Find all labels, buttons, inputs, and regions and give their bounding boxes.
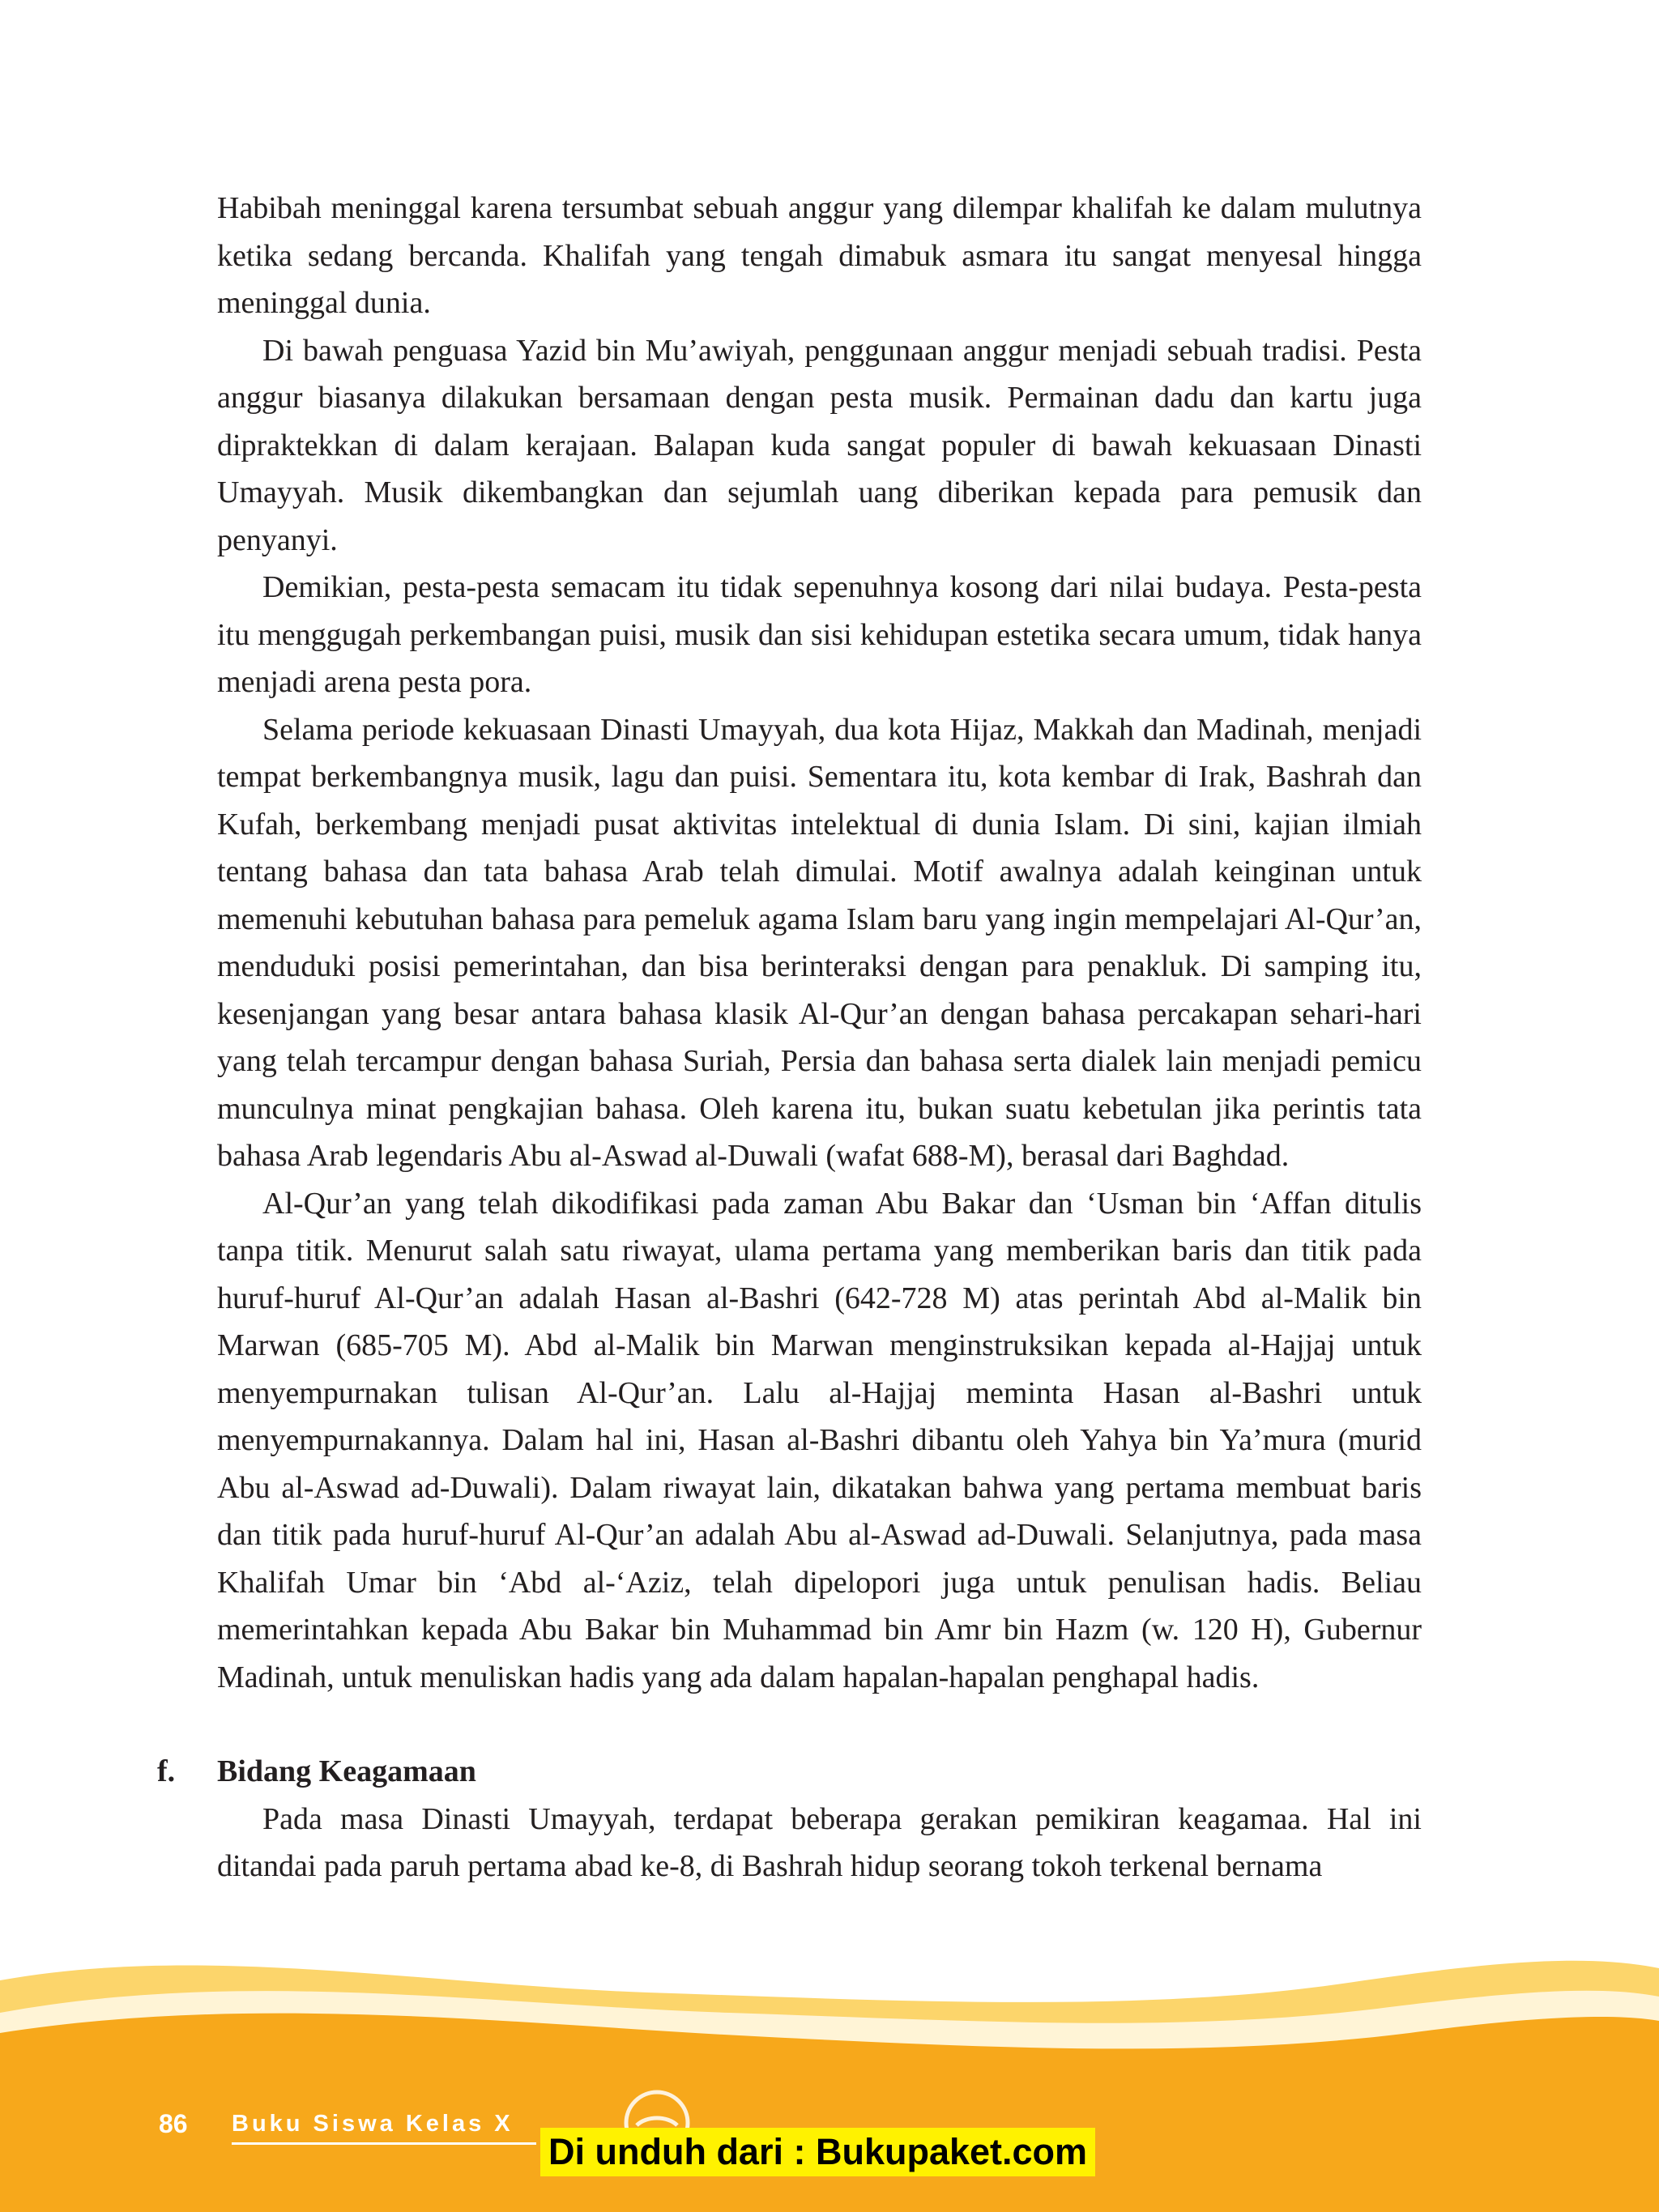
paragraph: Habibah meninggal karena tersumbat sebuah anggur yang dilempar khalifah ke dalam mulutnya ketika sedang bercanda. Khalifah yang tengah dimabuk asmara itu sangat menyesal hingga meninggal dunia.	[217, 191, 1422, 320]
section-title: Bidang Keagamaan	[217, 1754, 476, 1788]
body-text	[157, 185, 1422, 1890]
section-letter: f.	[157, 1754, 176, 1788]
title-underline	[232, 2142, 536, 2145]
section-paragraph: Pada masa Dinasti Umayyah, terdapat beberapa gerakan pemikiran keagamaa. Hal ini ditandai pada paruh pertama abad ke-8, di Bashrah hidup seorang tokoh terkenal bernama	[217, 1801, 1422, 1883]
download-watermark: Di unduh dari : Bukupaket.com	[540, 2128, 1095, 2176]
book-title: Buku Siswa Kelas X	[232, 2111, 514, 2137]
paragraph: Di bawah penguasa Yazid bin Mu’awiyah, penggunaan anggur menjadi sebuah tradisi. Pesta anggur biasanya dilakukan bersamaan dengan pesta musik. Permainan dadu dan kartu juga dipraktekkan di dalam kerajaan. Balapan kuda sangat populer di bawah kekuasaan Dinasti Umayyah. Musik dikembangkan dan sejumlah uang diberikan kepada para pemusik dan penyanyi.	[217, 333, 1422, 557]
section-heading	[157, 1748, 1422, 1796]
paragraph: Demikian, pesta-pesta semacam itu tidak sepenuhnya kosong dari nilai budaya. Pesta-pesta itu menggugah perkembangan puisi, musik dan sisi kehidupan estetika secara umum, tidak hanya menjadi arena pesta pora.	[217, 570, 1422, 699]
page-number: 86	[159, 2109, 188, 2138]
paragraph: Selama periode kekuasaan Dinasti Umayyah, dua kota Hijaz, Makkah dan Madinah, menjadi tempat berkembangnya musik, lagu dan puisi. Sementara itu, kota kembar di Irak, Bashrah dan Kufah, berkembang menjadi pusat aktivitas intelektual di dunia Islam. Di sini, kajian ilmiah tentang bahasa dan tata bahasa Arab telah dimulai. Motif awalnya adalah keinginan untuk memenuhi kebutuhan bahasa para pemeluk agama Islam baru yang ingin mempelajari Al-Qur’an, menduduki posisi pemerintahan, dan bisa berinteraksi dengan para penakluk. Di samping itu, kesenjangan yang besar antara bahasa klasik Al-Qur’an dengan bahasa percakapan sehari-hari yang telah tercampur dengan bahasa Suriah, Persia dan bahasa serta dialek lain menjadi pemicu munculnya minat pengkajian bahasa. Oleh karena itu, bukan suatu kebetulan jika perintis tata bahasa Arab legendaris Abu al-Aswad al-Duwali (wafat 688-M), berasal dari Baghdad.	[217, 712, 1422, 1173]
paragraph: Al-Qur’an yang telah dikodifikasi pada zaman Abu Bakar dan ‘Usman bin ‘Affan ditulis tanpa titik. Menurut salah satu riwayat, ulama pertama yang memberikan baris dan titik pada huruf-huruf Al-Qur’an adalah Hasan al-Bashri (642-728 M) atas perintah Abd al-Malik bin Marwan (685-705 M). Abd al-Malik bin Marwan menginstruksikan kepada al-Hajjaj untuk menyempurnakan tulisan Al-Qur’an. Lalu al-Hajjaj meminta Hasan al-Bashri untuk menyempurnakannya. Dalam hal ini, Hasan al-Bashri dibantu oleh Yahya bin Ya’mura (murid Abu al-Aswad ad-Duwali). Dalam riwayat lain, dikatakan bahwa yang pertama membuat baris dan titik pada huruf-huruf Al-Qur’an adalah Abu al-Aswad ad-Duwali. Selanjutnya, pada masa Khalifah Umar bin ‘Abd al-‘Aziz, telah dipelopori juga untuk penulisan hadis. Beliau memerintahkan kepada Abu Bakar bin Muhammad bin Amr bin Hazm (w. 120 H), Gubernur Madinah, untuk menuliskan hadis yang ada dalam hapalan-hapalan penghapal hadis.	[217, 1186, 1422, 1694]
